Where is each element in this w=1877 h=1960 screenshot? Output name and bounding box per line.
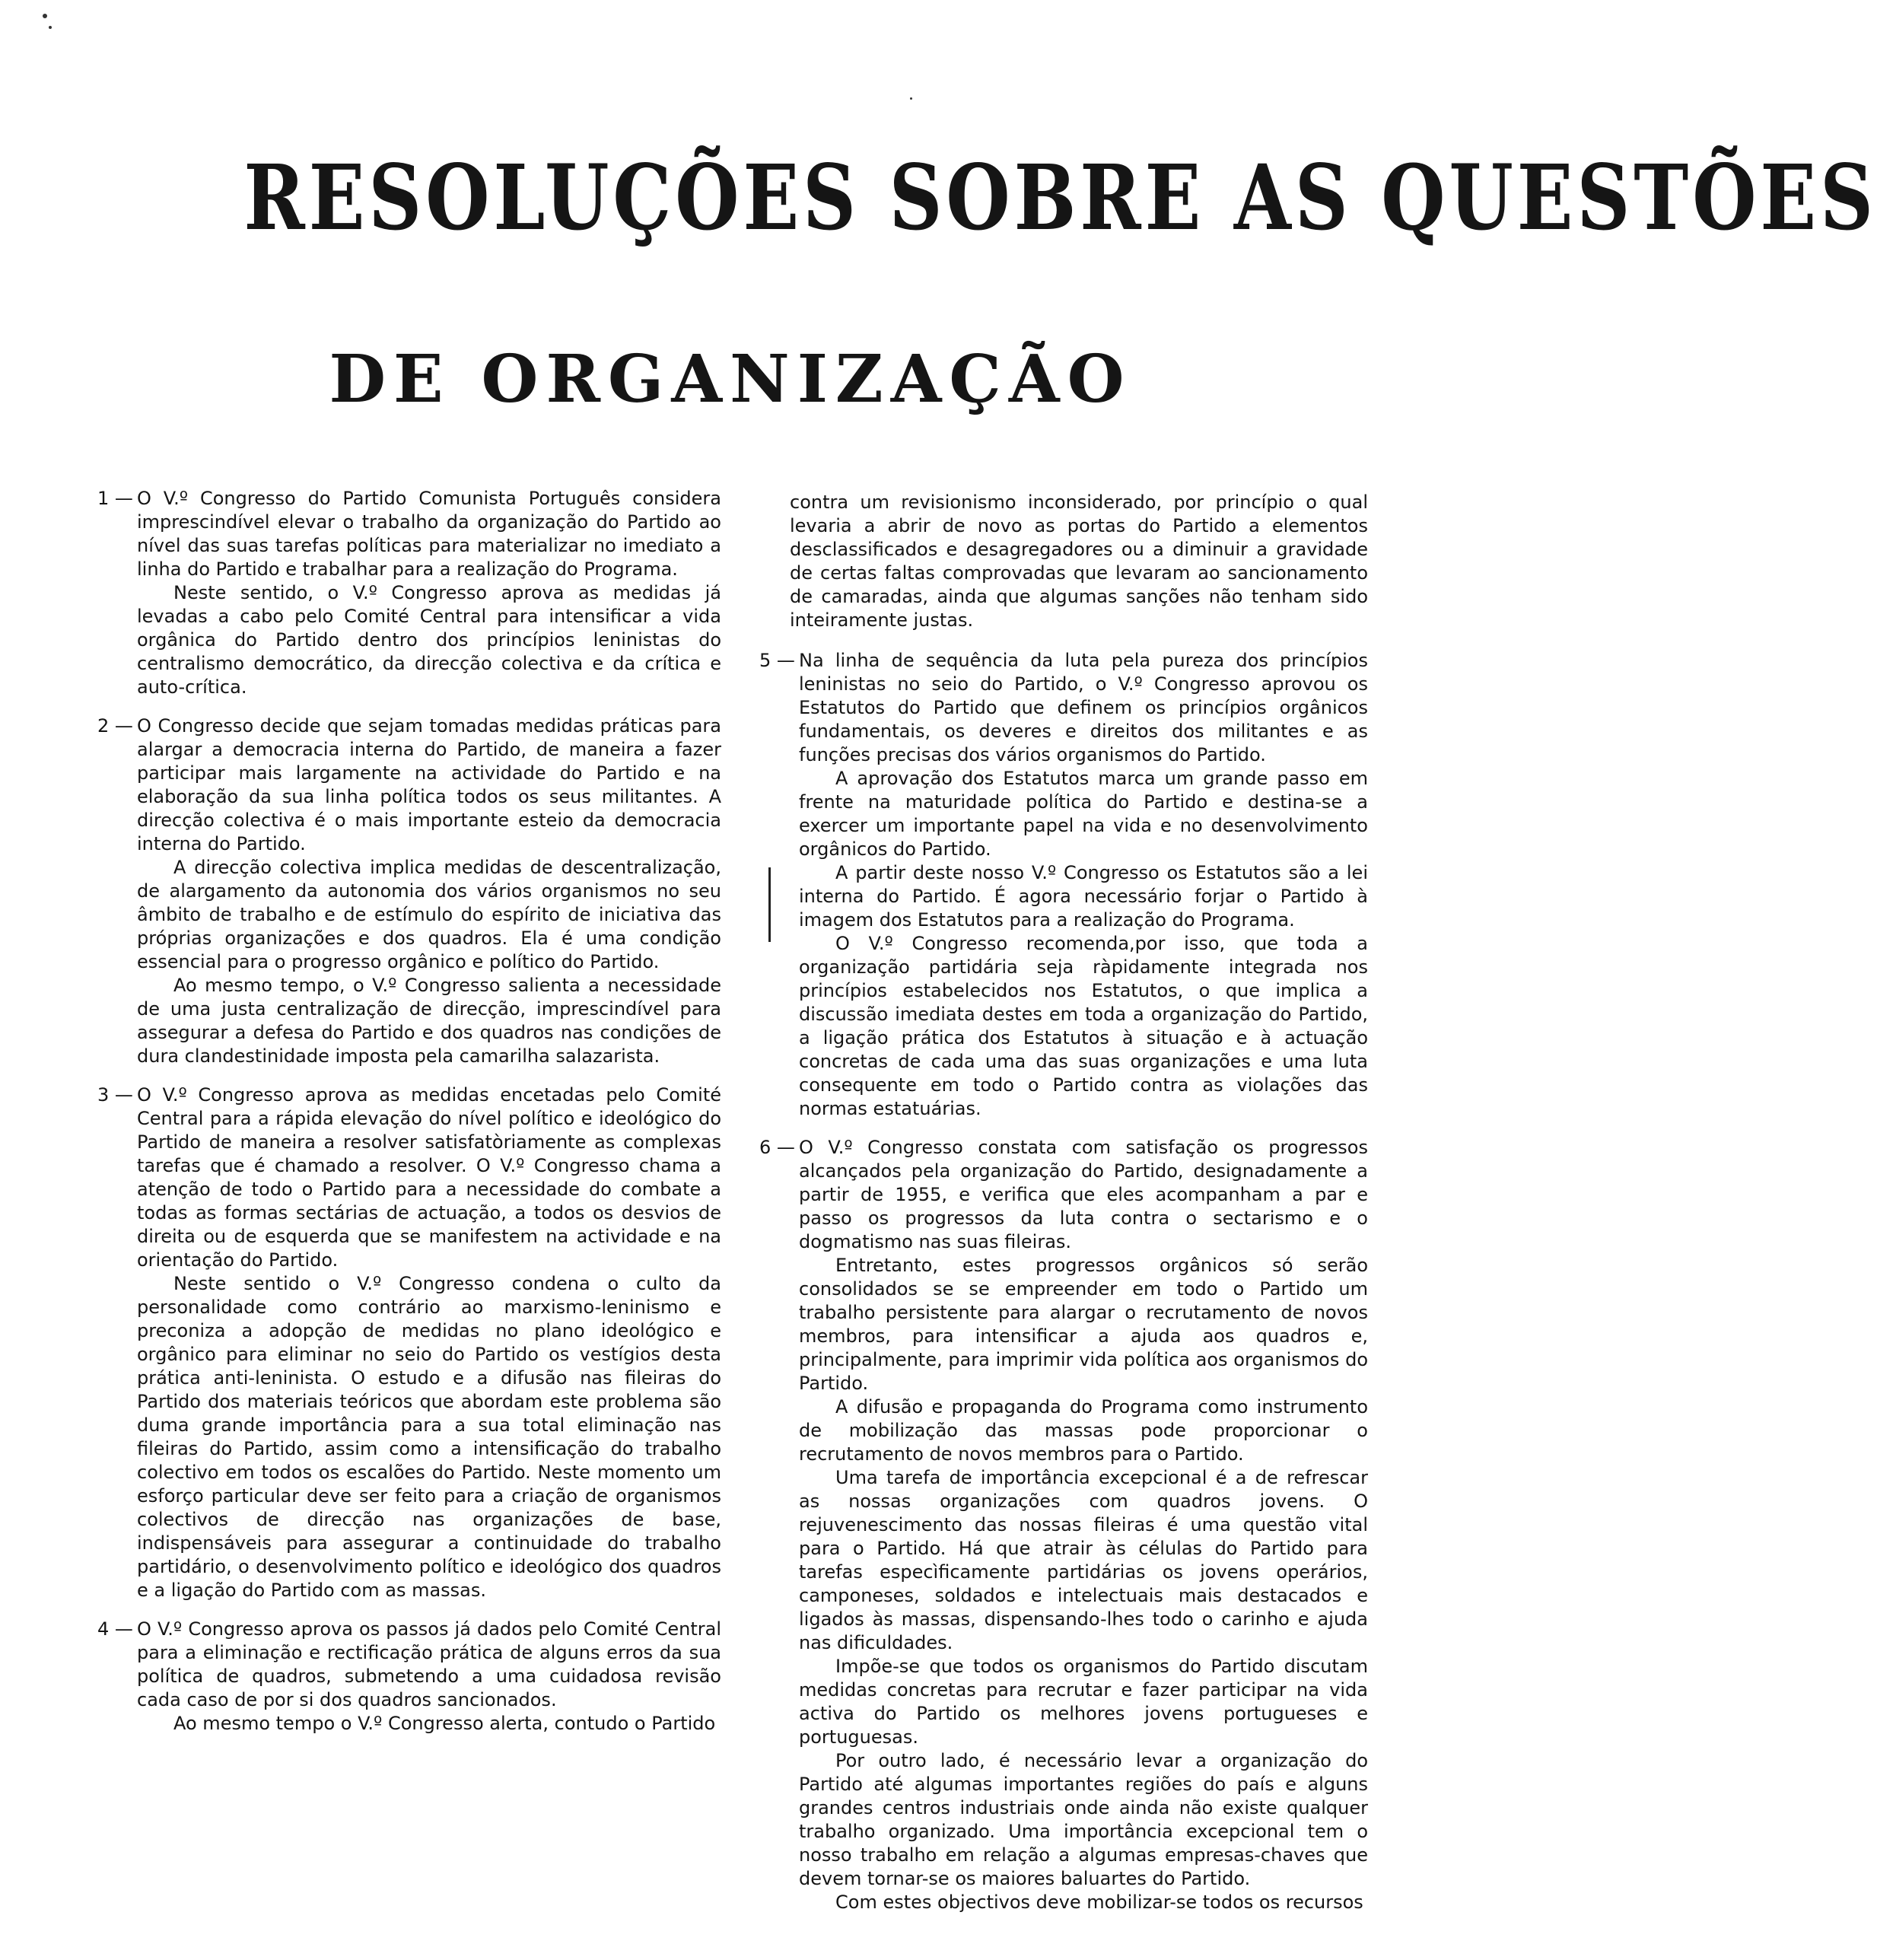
paragraph: Com estes objectivos deve mobilizar-se todos os recursos: [835, 1892, 1363, 1913]
paragraph: Entretanto, estes progressos orgânicos só serão consolidados se se empreender em todo o Partido um trabalho persistente para alargar o recrutamento de novos membros, para intensificar a ajuda aos quadros e, principalmente, para imprimir vida política aos organismos do Partido.: [799, 1255, 1368, 1394]
section-number: 3 —: [97, 1084, 133, 1106]
section-number: 5 —: [759, 650, 795, 671]
paragraph: Por outro lado, é necessário levar a organização do Partido até algumas importantes regiões do país e alguns grandes centros industriais onde ainda não existe qualquer trabalho organizado. Uma importância excepcional tem o nosso trabalho em relação a algumas empresas-chaves que devem tornar-se os maiores baluartes do Partido.: [799, 1750, 1368, 1889]
resolution-2: [97, 714, 721, 1068]
document-subtitle: DE ORGANIZAÇÃO: [329, 341, 1132, 418]
paragraph: O V.º Congresso aprova as medidas encetadas pelo Comité Central para a rápida elevação do nível político e ideológico do Partido de maneira a resolver satisfatòriamente as complexas tarefas que é chamado a resolver. O V.º Congresso chama a atenção de todo o Partido para a necessidade do combate a todas as formas sectárias de actuação, a todos os desvios de direita ou de esquerda que se manifestem na actividade e na orientação do Partido.: [137, 1084, 721, 1271]
paragraph: Ao mesmo tempo, o V.º Congresso salienta a necessidade de uma justa centralização de direcção, imprescindível para assegurar a defesa do Partido e dos quadros nas condições de dura clandestinidade imposta pela camarilha salazarista.: [137, 975, 721, 1067]
paragraph: O V.º Congresso do Partido Comunista Português considera imprescindível elevar o trabalho da organização do Partido ao nível das suas tarefas políticas para materializar no imediato a linha do Partido e trabalhar para a realização do Programa.: [137, 488, 721, 580]
resolution-1: [97, 487, 721, 699]
paragraph: A aprovação dos Estatutos marca um grande passo em frente na maturidade política do Partido e destina-se a exercer um importante papel na vida e no desenvolvimento orgânicos do Partido.: [799, 768, 1368, 860]
paragraph: Neste sentido o V.º Congresso condena o culto da personalidade como contrário ao marxismo-leninismo e preconiza a adopção de medidas no plano ideológico e orgânico para eliminar no seio do Partido os vestígios desta prática anti-leninista. O estudo e a difusão nas fileiras do Partido dos materiais teóricos que abordam este problema são duma grande importância para a sua total eliminação nas fileiras do Partido, assim como a intensificação do trabalho colectivo em todos os escalões do Partido. Neste momento um esforço particular deve ser feito para a criação de organismos colectivos de direcção nas organizações de base, indispensáveis para assegurar a continuidade do trabalho partidário, o desenvolvimento político e ideológico dos quadros e a ligação do Partido com as massas.: [137, 1273, 721, 1601]
paragraph: Na linha de sequência da luta pela pureza dos princípios leninistas no seio do Partido, o V.º Congresso aprovou os Estatutos do Partido que definem os princípios orgânicos fundamentais, os deveres e direitos dos militantes e as funções precisas dos vários organismos do Partido.: [799, 650, 1368, 765]
paragraph: A difusão e propaganda do Programa como instrumento de mobilização das massas pode proporcionar o recrutamento de novos membros para o Partido.: [799, 1396, 1368, 1465]
paragraph: Uma tarefa de importância excepcional é a de refrescar as nossas organizações com quadros jovens. O rejuvenescimento das nossas fileiras é uma questão vital para o Partido. Há que atrair às células do Partido para tarefas especìficamente partidárias os jovens operários, camponeses, soldados e intelectuais mais destacados e ligados às massas, dispensando-lhes todo o carinho e ajuda nas dificuldades.: [799, 1467, 1368, 1653]
paragraph: O V.º Congresso constata com satisfação os progressos alcançados pela organização do Partido, designadamente a partir de 1955, e verifica que eles acompanham a par e passo os progressos da luta contra o sectarismo e o dogmatismo nas suas fileiras.: [799, 1137, 1368, 1252]
scan-speck: [910, 97, 912, 100]
paragraph: A direcção colectiva implica medidas de descentralização, de alargamento da autonomia dos vários organismos no seu âmbito de trabalho e de estímulo do espírito de iniciativa das próprias organizações e dos quadros. Ela é uma condição essencial para o progresso orgânico e político do Partido.: [137, 857, 721, 972]
resolution-6: [759, 1136, 1368, 1914]
paragraph: Impõe-se que todos os organismos do Partido discutam medidas concretas para recrutar e fazer participar na vida activa do Partido os melhores jovens portugueses e portuguesas.: [799, 1656, 1368, 1748]
paragraph: O Congresso decide que sejam tomadas medidas práticas para alargar a democracia interna do Partido, de maneira a fazer participar mais largamente na actividade do Partido e na elaboração da sua linha política todos os seus militantes. A direcção colectiva é o mais importante esteio da democracia interna do Partido.: [137, 715, 721, 854]
paragraph: A partir deste nosso V.º Congresso os Estatutos são a lei interna do Partido. É agora necessário forjar o Partido à imagem dos Estatutos para a realização do Programa.: [799, 862, 1368, 931]
section-number: 2 —: [97, 715, 133, 737]
section-number: 1 —: [97, 488, 133, 509]
left-column: [97, 487, 721, 1751]
scan-speck: [49, 26, 52, 29]
right-column: [759, 491, 1368, 1930]
paragraph: O V.º Congresso recomenda,por isso, que toda a organização partidária seja ràpidamente integrada nos princípios estabelecidos nos Estatutos, o que implica a discussão imediata destes em toda a organização do Partido, a ligação prática dos Estatutos à situação e à actuação concretas de cada uma das suas organizações e uma luta consequente em todo o Partido contra as violações das normas estatuárias.: [799, 933, 1368, 1119]
paragraph: Neste sentido, o V.º Congresso aprova as medidas já levadas a cabo pelo Comité Central para intensificar a vida orgânica do Partido dentro dos princípios leninistas do centralismo democrático, da direcção colectiva e da crítica e auto-crítica.: [137, 582, 721, 698]
resolution-5: [759, 649, 1368, 1121]
section-number: 4 —: [97, 1618, 133, 1640]
resolution-4-continued: [759, 491, 1368, 632]
document-title: RESOLUÇÕES SOBRE AS QUESTÕES: [243, 145, 1877, 250]
resolution-4: [97, 1618, 721, 1736]
section-number: 6 —: [759, 1137, 795, 1158]
paragraph: contra um revisionismo inconsiderado, por princípio o qual levaria a abrir de novo as portas do Partido a elementos desclassificados e desagregadores ou a diminuir a gravidade de certas faltas comprovadas que levaram ao sancionamento de camaradas, ainda que algumas sanções não tenham sido inteiramente justas.: [790, 492, 1368, 631]
resolution-3: [97, 1083, 721, 1602]
scan-speck: [43, 14, 47, 18]
paragraph: Ao mesmo tempo o V.º Congresso alerta, contudo o Partido: [173, 1713, 716, 1734]
paragraph: O V.º Congresso aprova os passos já dados pelo Comité Central para a eliminação e rectificação prática de alguns erros da sua política de quadros, submetendo a uma cuidadosa revisão cada caso de por si dos quadros sancionados.: [137, 1618, 721, 1710]
